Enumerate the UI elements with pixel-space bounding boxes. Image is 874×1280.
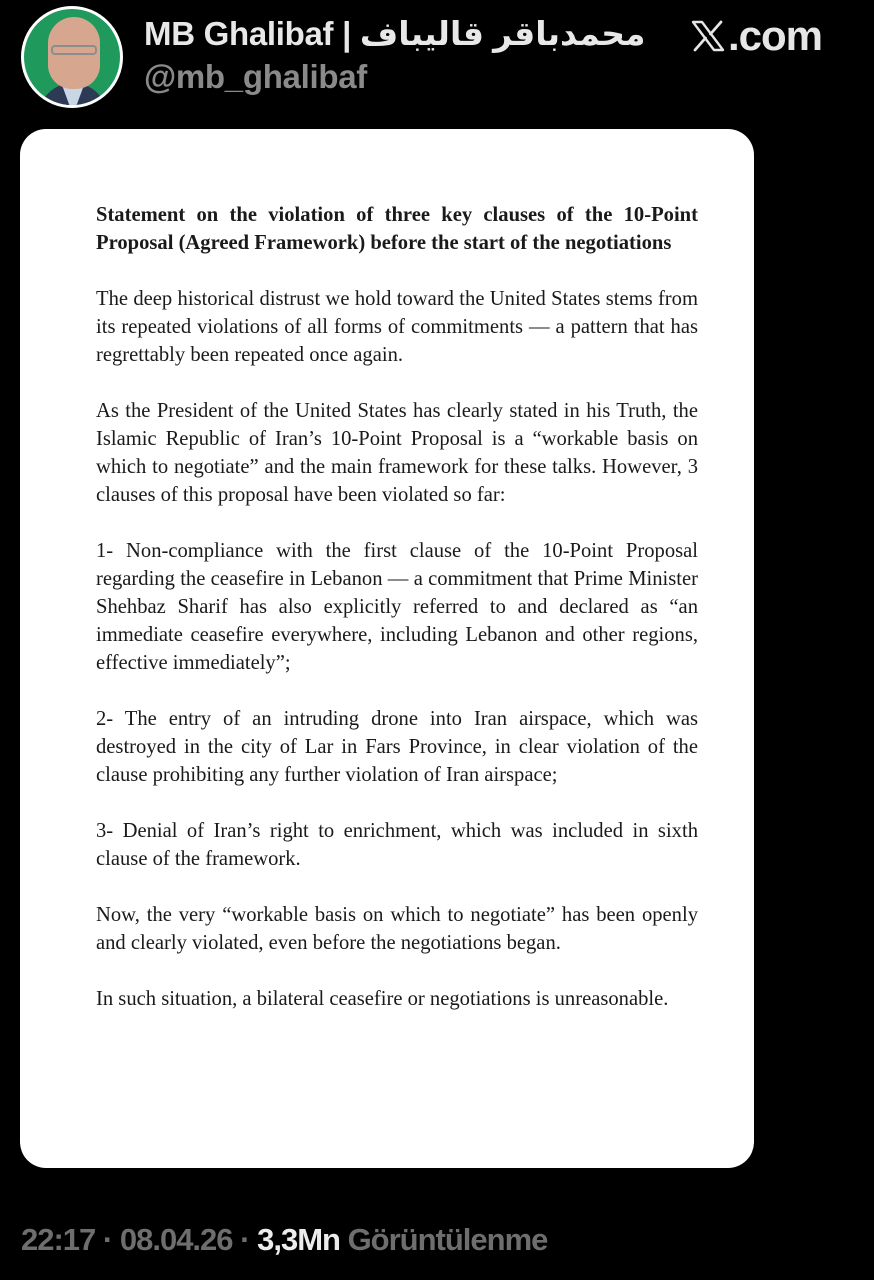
- clause-2-drone: 2- The entry of an intruding drone into Iran airspace, which was destroyed in the city of Lar in Fars Province, in clear violation of the clause prohibiting any further violation of Iran airspace;: [96, 708, 698, 786]
- avatar-glasses: [51, 45, 97, 55]
- paragraph-distrust: The deep historical distrust we hold toward the United States stems from its repeated violations of all forms of commitments — a pattern that has regrettably been repeated once again.: [96, 288, 698, 366]
- brand-domain: .com: [728, 12, 823, 59]
- separator: ·: [232, 1222, 258, 1257]
- profile-photo-icon: [24, 9, 120, 105]
- separator: ·: [95, 1222, 120, 1257]
- post-date[interactable]: 08.04.26: [119, 1222, 233, 1257]
- tweet-header: [0, 0, 874, 115]
- display-name[interactable]: MB Ghalibaf | محمدباقر قالیباف: [144, 15, 646, 52]
- post-time[interactable]: 22:17: [21, 1222, 96, 1257]
- views-label: Görüntülenme: [339, 1222, 548, 1257]
- paragraph-conclusion: In such situation, a bilateral ceasefire or negotiations is unreasonable.: [96, 988, 669, 1010]
- statement-title: Statement on the violation of three key clauses of the 10-Point Proposal (Agreed Framework) before the start of the negotiations: [96, 204, 698, 254]
- clause-3-enrichment: 3- Denial of Iran’s right to enrichment, which was included in sixth clause of the framework.: [96, 820, 698, 870]
- x-logo-icon: [690, 18, 726, 54]
- paragraph-framework: As the President of the United States has clearly stated in his Truth, the Islamic Republic of Iran’s 10-Point Proposal is a “workable basis on which to negotiate” and the main framework for these talks. However, 3 clauses of this proposal have been violated so far:: [96, 400, 698, 506]
- statement-image-card[interactable]: [20, 129, 754, 1168]
- views-count: 3,3Mn: [257, 1222, 340, 1257]
- avatar[interactable]: [21, 6, 123, 108]
- user-handle[interactable]: @mb_ghalibaf: [144, 58, 367, 95]
- paragraph-violated: Now, the very “workable basis on which to negotiate” has been openly and clearly violated, even before the negotiations began.: [96, 904, 698, 954]
- tweet-meta: [21, 1222, 547, 1258]
- x-brand: [690, 12, 822, 60]
- statement-document: [96, 201, 698, 1013]
- clause-1-lebanon: 1- Non-compliance with the first clause of the 10-Point Proposal regarding the ceasefire in Lebanon — a commitment that Prime Minister Shehbaz Sharif has also explicitly referred to and declared as “an immediate ceasefire everywhere, including Lebanon and other regions, effective immediately”;: [96, 540, 698, 674]
